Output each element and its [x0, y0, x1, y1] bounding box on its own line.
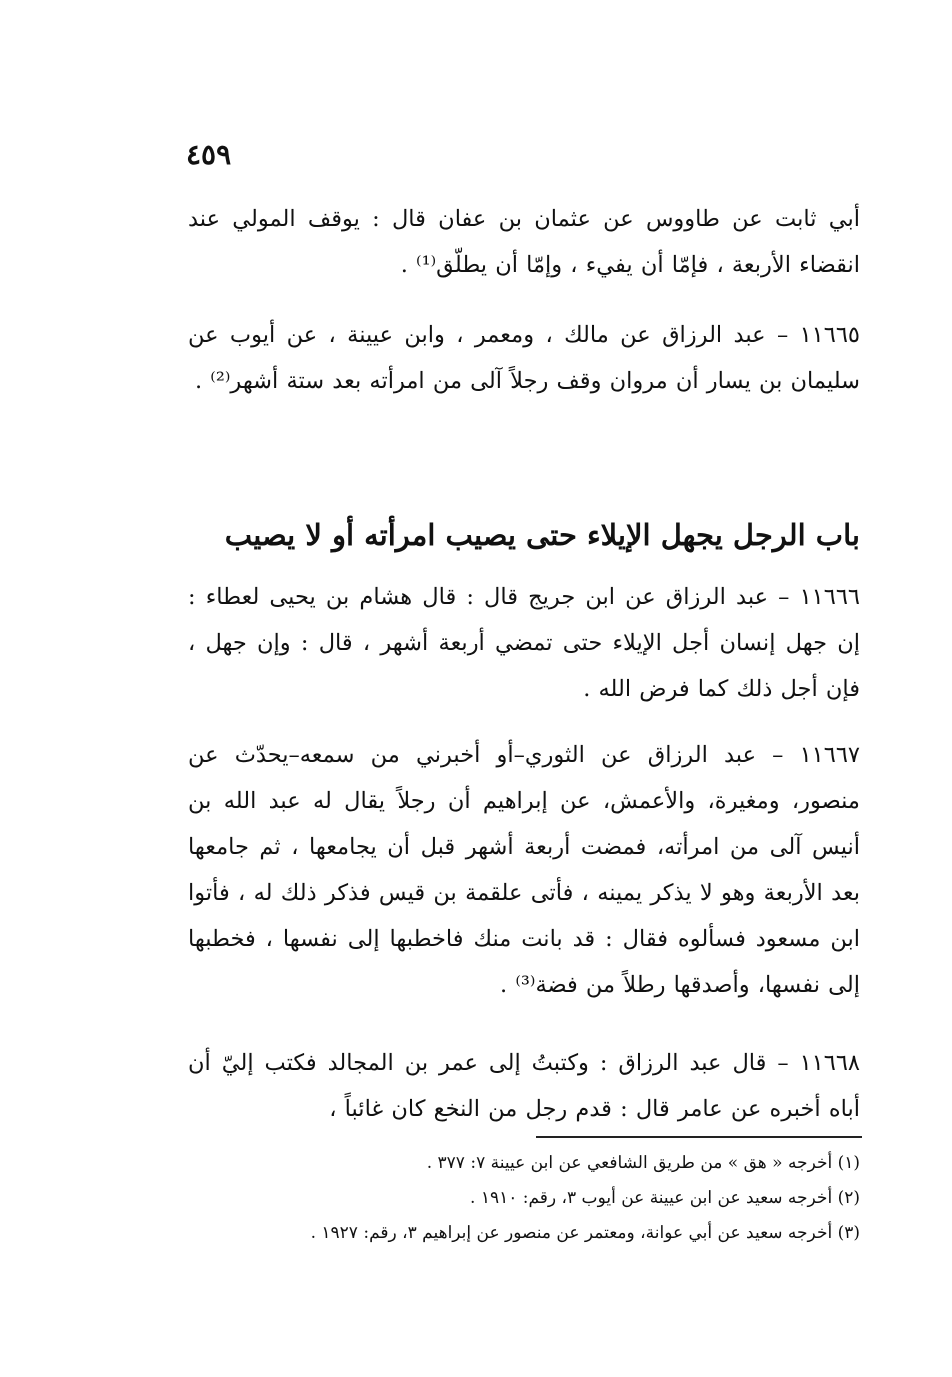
paragraph-text: ١١٦٦٨ – قال عبد الرزاق : وكتبتُ إلى عمر بن المجالد فكتب إليّ أن أباه أخبره عن عامر قال : قدم رجل من النخع كان غائباً ،	[188, 1050, 860, 1122]
footnotes	[188, 1146, 860, 1251]
hadith-11668	[188, 1040, 860, 1132]
paragraph-continuation	[188, 196, 860, 288]
hadith-11665	[188, 312, 860, 404]
paragraph-text: أبي ثابت عن طاووس عن عثمان بن عفان قال : يوقف المولي عند انقضاء الأربعة ، فإمّا أن يفيء ، وإمّا أن يطلّق⁽¹⁾ .	[188, 206, 860, 278]
footnote-2: (٢) أخرجه سعيد عن ابن عيينة عن أيوب ٣، رقم: ١٩١٠ .	[470, 1188, 860, 1208]
paragraph-text: ١١٦٦٧ – عبد الرزاق عن الثوري–أو أخبرني من سمعه–يحدّث عن منصور، ومغيرة، والأعمش، عن إبراهيم أن رجلاً يقال له عبد الله بن أنيس آلى من امرأته، فمضت أربعة أشهر قبل أن يجامعها ، ثم جامعها بعد الأربعة وهو لا يذكر يمينه ، فأتى علقمة بن قيس فذكر ذلك له ، فأتوا ابن مسعود فسألوه فقال : قد بانت منك فاخطبها إلى نفسها ، فخطبها إلى نفسها، وأصدقها رطلاً من فضة⁽³⁾ .	[188, 742, 860, 998]
paragraph-text: ١١٦٦٦ – عبد الرزاق عن ابن جريج قال : قال هشام بن يحيى لعطاء : إن جهل إنسان أجل الإيلاء حتى تمضي أربعة أشهر ، قال : وإن جهل ، فإن أجل ذلك كما فرض الله .	[188, 584, 860, 702]
hadith-11666	[188, 574, 860, 712]
hadith-11667	[188, 732, 860, 1008]
paragraph-text: ١١٦٦٥ – عبد الرزاق عن مالك ، ومعمر ، وابن عيينة ، عن أيوب عن سليمان بن يسار أن مروان وقف رجلاً آلى من امرأته بعد ستة أشهر⁽²⁾ .	[188, 322, 860, 394]
page-number: ٤٥٩	[186, 138, 232, 171]
footnote-3: (٣) أخرجه سعيد عن أبي عوانة، ومعتمر عن منصور عن إبراهيم ٣، رقم: ١٩٢٧ .	[310, 1223, 860, 1243]
footnote-1: (١) أخرجه « هق » من طريق الشافعي عن ابن عيينة ٧: ٣٧٧ .	[426, 1153, 860, 1173]
footnote-separator	[536, 1136, 862, 1138]
chapter-heading: باب الرجل يجهل الإيلاء حتى يصيب امرأته أو لا يصيب	[224, 518, 860, 552]
